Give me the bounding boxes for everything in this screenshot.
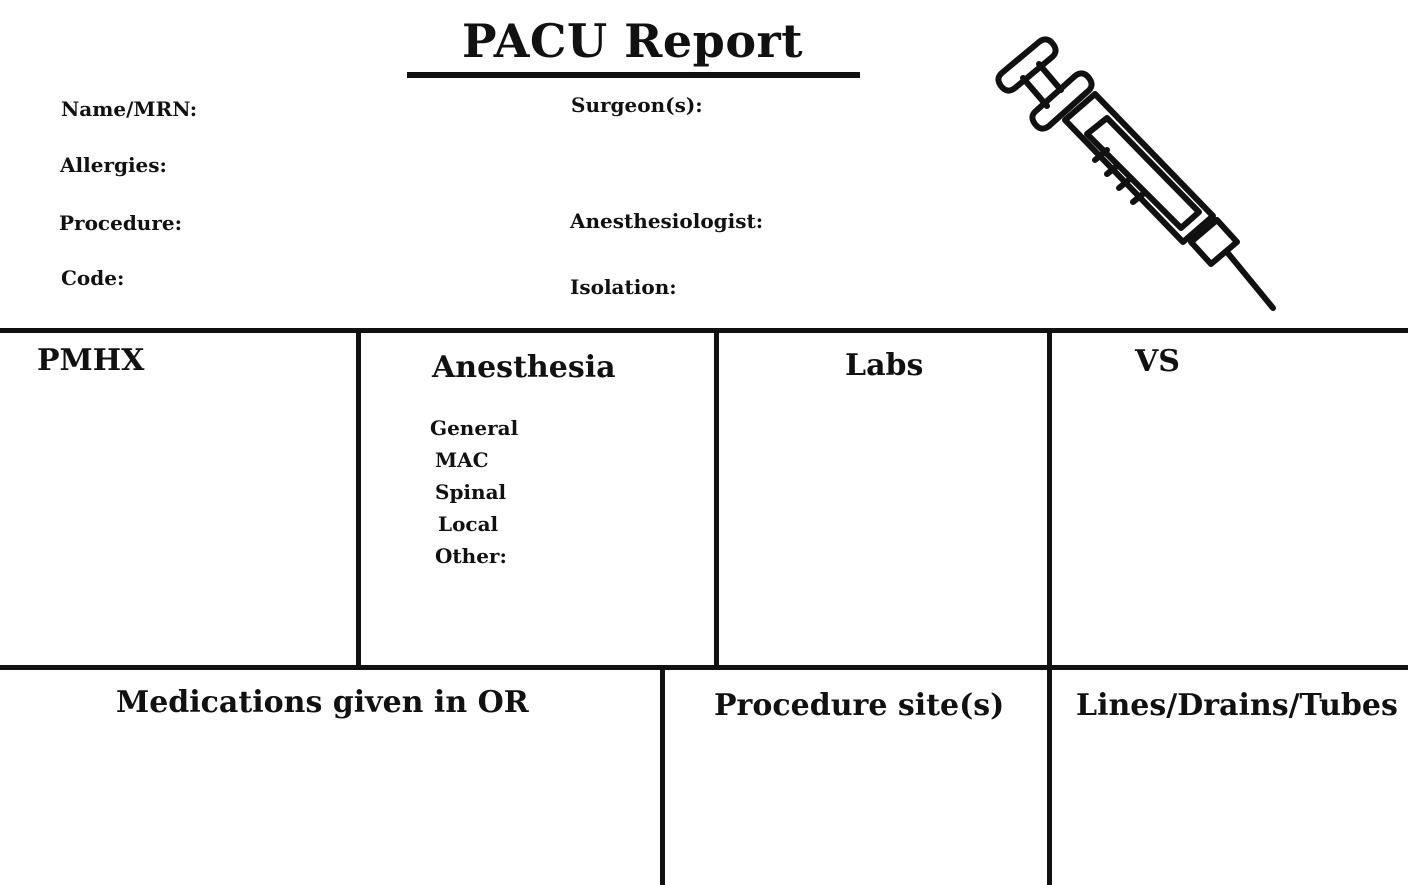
column-divider-4 — [660, 667, 665, 885]
title-underline — [407, 72, 860, 78]
anesthesia-option-spinal: Spinal — [435, 480, 507, 504]
lines-drains-tubes-heading: Lines/Drains/Tubes — [1076, 688, 1398, 723]
isolation-label: Isolation: — [570, 275, 677, 299]
allergies-label: Allergies: — [60, 153, 167, 177]
page-title: PACU Report — [462, 14, 803, 68]
anesthesia-option-mac: MAC — [435, 448, 489, 472]
vs-heading: VS — [1135, 344, 1180, 379]
anesthesia-option-local: Local — [438, 512, 499, 536]
column-divider-2 — [714, 330, 719, 668]
code-label: Code: — [61, 266, 125, 290]
column-divider-3 — [1047, 330, 1052, 885]
anesthesia-heading: Anesthesia — [432, 350, 616, 385]
labs-heading: Labs — [845, 348, 924, 383]
procedure-sites-heading: Procedure site(s) — [714, 688, 1005, 723]
syringe-icon — [995, 30, 1285, 320]
surgeons-label: Surgeon(s): — [571, 93, 703, 117]
anesthesia-option-other: Other: — [435, 544, 507, 568]
anesthesia-option-general: General — [430, 416, 519, 440]
column-divider-1 — [356, 330, 361, 668]
row-divider — [0, 665, 1408, 670]
procedure-label: Procedure: — [59, 211, 182, 235]
name-mrn-label: Name/MRN: — [61, 97, 198, 121]
pmhx-heading: PMHX — [37, 343, 145, 378]
medications-heading: Medications given in OR — [116, 685, 529, 720]
anesthesiologist-label: Anesthesiologist: — [570, 209, 764, 233]
header-divider — [0, 328, 1408, 333]
